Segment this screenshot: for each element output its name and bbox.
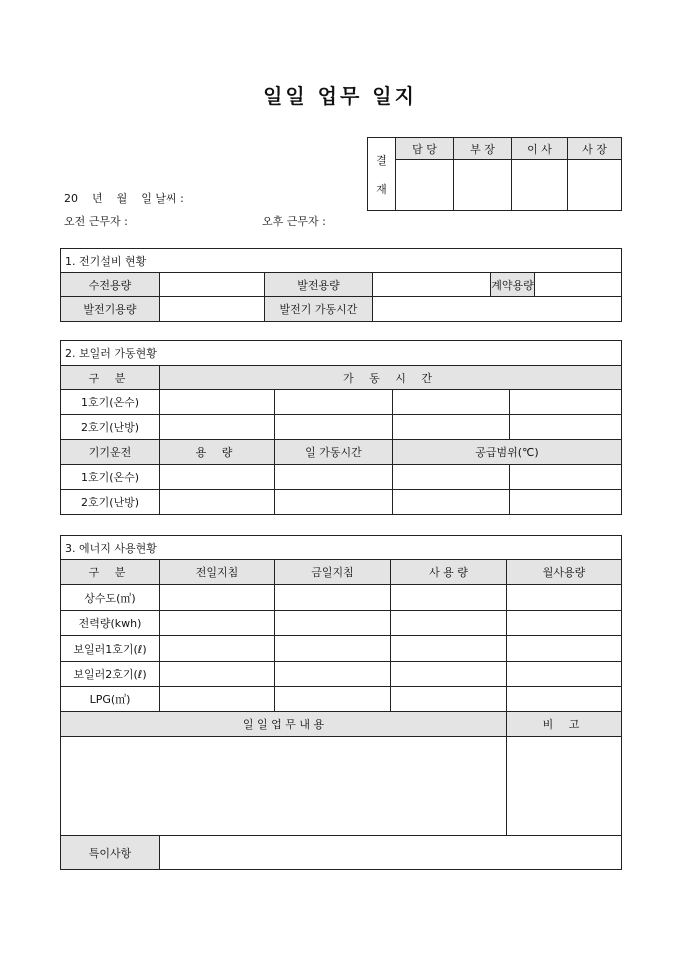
cell[interactable] (275, 390, 393, 415)
cell[interactable] (275, 687, 391, 712)
approval-sign-staff[interactable] (396, 160, 454, 211)
cell[interactable] (393, 390, 510, 415)
cell[interactable] (507, 585, 622, 611)
cell[interactable] (160, 636, 275, 662)
cell[interactable] (391, 687, 507, 712)
value-generator-runtime[interactable] (373, 297, 622, 322)
cell[interactable] (160, 687, 275, 712)
cell[interactable] (507, 687, 622, 712)
cell[interactable] (391, 662, 507, 687)
header-previous-reading: 전일지침 (160, 560, 275, 585)
row-label-electricity: 전력량(kwh) (61, 611, 160, 636)
label-generator-capacity: 발전기용량 (61, 297, 160, 322)
approval-sign-manager[interactable] (454, 160, 512, 211)
cell[interactable] (275, 636, 391, 662)
am-worker-label: 오전 근무자 : (64, 215, 128, 228)
cell[interactable] (507, 611, 622, 636)
cell[interactable] (393, 415, 510, 440)
row-label-boiler1: 보일러1호기(ℓ) (61, 636, 160, 662)
approval-role-director: 이 사 (512, 138, 568, 160)
header-equipment-operation: 기기운전 (61, 440, 160, 465)
energy-usage-table (60, 535, 622, 870)
cell[interactable] (510, 490, 622, 515)
cell[interactable] (275, 611, 391, 636)
label-special-notes: 특이사항 (61, 836, 160, 870)
header-usage: 사 용 량 (391, 560, 507, 585)
cell[interactable] (160, 490, 275, 515)
cell[interactable] (393, 465, 510, 490)
cell[interactable] (275, 490, 393, 515)
cell[interactable] (275, 585, 391, 611)
header-daily-runtime: 일 가동시간 (275, 440, 393, 465)
cell[interactable] (510, 415, 622, 440)
row-label-unit1-hotwater: 1호기(온수) (61, 465, 160, 490)
section3-title: 3. 에너지 사용현황 (61, 536, 622, 560)
approval-label-bottom: 재 (376, 182, 387, 196)
header-category: 구 분 (61, 560, 160, 585)
label-generator-runtime: 발전기 가동시간 (265, 297, 373, 322)
cell[interactable] (391, 636, 507, 662)
header-monthly-usage: 월사용량 (507, 560, 622, 585)
header-operation-time: 가 동 시 간 (160, 366, 622, 390)
pm-worker-label: 오후 근무자 : (262, 215, 326, 228)
cell[interactable] (275, 662, 391, 687)
boiler-operation-table (60, 340, 622, 515)
header-category: 구 분 (61, 366, 160, 390)
special-notes-area[interactable] (160, 836, 622, 870)
row-label-unit1-hotwater: 1호기(온수) (61, 390, 160, 415)
cell[interactable] (510, 390, 622, 415)
cell[interactable] (160, 465, 275, 490)
cell[interactable] (507, 636, 622, 662)
page-title: 일일 업무 일지 (263, 84, 417, 108)
header-supply-range: 공급범위(℃) (393, 440, 622, 465)
cell[interactable] (391, 585, 507, 611)
cell[interactable] (510, 465, 622, 490)
header-remarks: 비 고 (507, 712, 622, 737)
remarks-area[interactable] (507, 737, 622, 836)
cell[interactable] (160, 390, 275, 415)
cell[interactable] (160, 611, 275, 636)
approval-sign-president[interactable] (568, 160, 622, 211)
approval-box (367, 137, 622, 211)
approval-sign-director[interactable] (512, 160, 568, 211)
header-current-reading: 금일지침 (275, 560, 391, 585)
approval-role-president: 사 장 (568, 138, 622, 160)
cell[interactable] (393, 490, 510, 515)
row-label-boiler2: 보일러2호기(ℓ) (61, 662, 160, 687)
cell[interactable] (275, 415, 393, 440)
cell[interactable] (275, 465, 393, 490)
approval-role-staff: 담 당 (396, 138, 454, 160)
date-weather-line: 20 년 월 일 날씨 : (64, 192, 184, 205)
row-label-water: 상수도(㎥) (61, 585, 160, 611)
label-contract-capacity: 계약용량 (491, 273, 535, 297)
value-generator-capacity[interactable] (160, 297, 265, 322)
value-receiving-capacity[interactable] (160, 273, 265, 297)
section2-title: 2. 보일러 가동현황 (61, 341, 622, 366)
approval-label-cell (368, 138, 396, 211)
approval-role-manager: 부 장 (454, 138, 512, 160)
cell[interactable] (160, 585, 275, 611)
value-contract-capacity[interactable] (535, 273, 622, 297)
row-label-unit2-heating: 2호기(난방) (61, 490, 160, 515)
cell[interactable] (160, 415, 275, 440)
daily-work-content-area[interactable] (61, 737, 507, 836)
cell[interactable] (507, 662, 622, 687)
header-daily-work-content: 일 일 업 무 내 용 (61, 712, 507, 737)
value-generation-capacity[interactable] (373, 273, 491, 297)
label-generation-capacity: 발전용량 (265, 273, 373, 297)
cell[interactable] (391, 611, 507, 636)
row-label-unit2-heating: 2호기(난방) (61, 415, 160, 440)
label-receiving-capacity: 수전용량 (61, 273, 160, 297)
section1-title: 1. 전기설비 현황 (61, 249, 622, 273)
cell[interactable] (160, 662, 275, 687)
header-capacity: 용 량 (160, 440, 275, 465)
row-label-lpg: LPG(㎥) (61, 687, 160, 712)
approval-label-top: 결 (376, 153, 387, 167)
electric-facility-table (60, 248, 622, 322)
